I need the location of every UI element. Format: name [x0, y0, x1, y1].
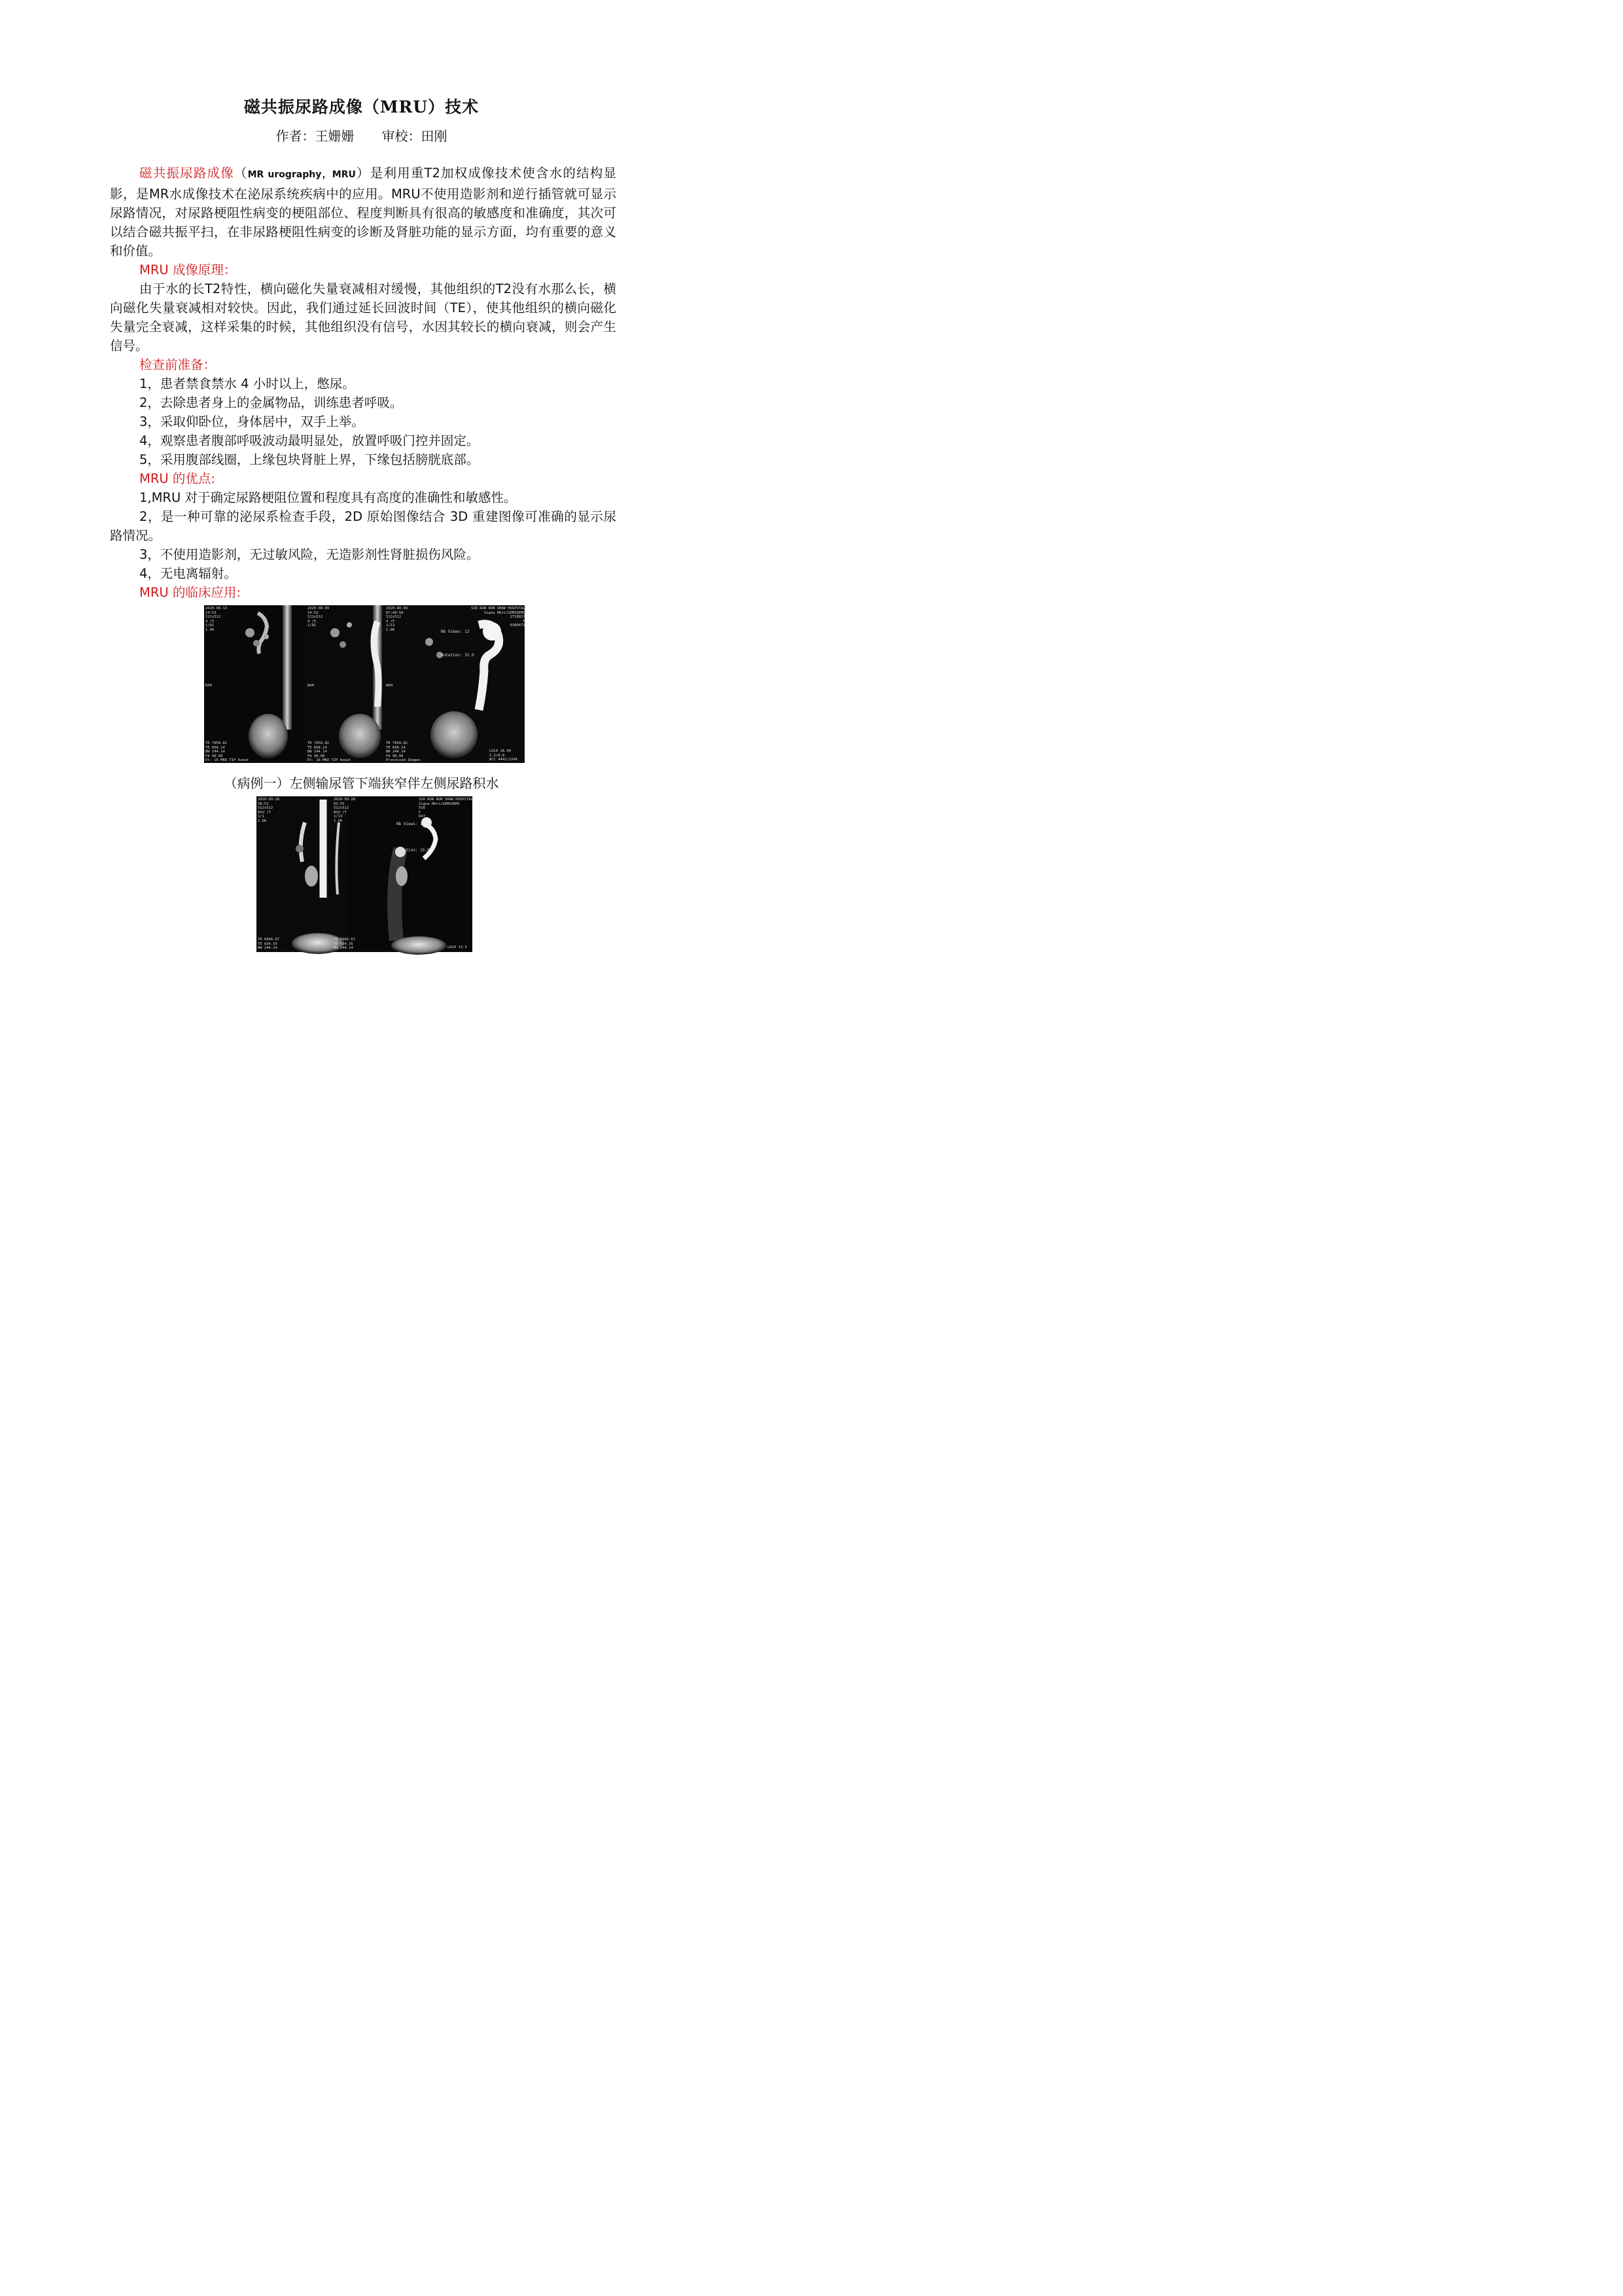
overlay-text: LUCA 13.5 [447, 945, 467, 949]
intro-paren-open: （ [234, 166, 248, 181]
intro-text: 是利用重T2加权成像技术使含水的结构显影，是MR水成像技术在泌尿系统疾病中的应用。MRU不使用造影剂和逆行插管就可显示尿路情况，对尿路梗阻性病变的梗阻部位、程度判断具有很高的敏感度和准确度，其次可以结合磁共振平扫，在非尿路梗阻性病变的诊断及肾脏功能的显示方面，均有重要的意义和价值。 [110, 166, 616, 258]
overlay-text: 2020-09-28 58:51 512x512 85U /T 1/1 1.00 [258, 798, 280, 823]
overlay-text: TR 6666.67 TE 834.35 BW 244.14 [258, 938, 280, 950]
overlay-text: RAH [307, 684, 314, 688]
reviewer: 审校：田刚 [381, 128, 447, 144]
intro-paren-close: ） [355, 166, 370, 181]
overlay-text: TR 6666.67 TE 834.35 BW 244.14 [334, 938, 356, 950]
preparation-item: 1，患者禁食禁水 4 小时以上，憋尿。 [139, 376, 355, 391]
overlay-text: TR 7058.82 TE 668.14 BW 244.14 FA 90.00 Et: 16 MRU TIP Axeat [307, 741, 351, 762]
advantage-item: 4，无电离辐射。 [139, 566, 237, 581]
principle-heading: MRU 成像原理： [139, 262, 237, 277]
mru-image-case1 [204, 605, 525, 763]
document-page [0, 0, 723, 1023]
mru-image-case2 [256, 796, 472, 952]
intro-term: 磁共振尿路成像 [139, 166, 234, 181]
overlay-text: Rotation: 15.0 [396, 848, 430, 853]
overlay-text: RAH [205, 684, 212, 688]
mru-figure-case1 [204, 605, 525, 763]
mru-figure-case2 [256, 796, 472, 952]
figure1-caption: （病例一）左侧输尿管下端狭窄伴左侧尿路积水 [224, 775, 499, 791]
advantage-item: 2，是一种可靠的泌尿系检查手段，2D 原始图像结合 3D 重建图像可准确的显示尿路情况。 [110, 509, 616, 543]
author: 作者：王姗姗 [275, 128, 355, 144]
overlay-text: Nb Views: 12 [441, 629, 470, 634]
advantage-item: 3，不使用造影剂，无过敏风险，无造影剂性肾脏损伤风险。 [139, 547, 480, 562]
intro-paragraph [110, 164, 616, 260]
advantage-item: 1,MRU 对于确定尿路梗阻位置和程度具有高度的准确性和敏感性。 [139, 490, 517, 505]
preparation-item: 4，观察患者腹部呼吸波动最明显处，放置呼吸门控并固定。 [139, 433, 480, 448]
document-body [110, 164, 616, 602]
document-title: 磁共振尿路成像（MRU）技术 [243, 97, 480, 116]
overlay-text: 2020-08-09 07:40:58 512x512 4 /5 1/13 1.00 [386, 607, 408, 632]
overlay-text: Nb Views: 12 [396, 822, 425, 826]
intro-en-term: MR urography，MRU [247, 169, 356, 180]
overlay-text: 2020-08-13 14:53 512x512 4 /5 1/81 1.00 [205, 607, 228, 632]
clinical-heading: MRU 的临床应用: [139, 585, 241, 600]
authors-line [0, 126, 723, 145]
preparation-heading: 检查前准备： [139, 357, 217, 372]
overlay-text: Rotation: 15.0 [441, 653, 474, 658]
overlay-text: 2020-09-28 03:55 512x512 85U /T 1/13 1.00 [334, 798, 356, 823]
overlay-text: 2020-08-09 14:53 512x512 4 /5 1/81 [307, 607, 330, 627]
preparation-item: 5，采用腹部线圈，上缘包块肾脏上界，下缘包括膀胱底部。 [139, 452, 480, 467]
overlay-text: SIR RUN RUN SHAW HOSPITAL Signa HDxt/GEMSOEMC 5S8 F 647 [419, 798, 473, 819]
overlay-text: TR 7058.82 TE 668.14 BW 244.14 FA 90.00 Et: 16 MRU TIP Axeat [205, 741, 249, 762]
principle-paragraph: 由于水的长T2特性，横向磁化失量衰减相对缓慢，其他组织的T2没有水那么长，横向磁化失量衰减相对较快。因此，我们通过延长回波时间（TE），使其他组织的横向磁化失量完全衰减，这样采集的时候，其他组织没有信号，水因其较长的横向衰减，则会产生信号。 [110, 281, 616, 353]
overlay-text: LUCA 16.04 2.2/0.8 W/C 4442/2246 [489, 749, 518, 762]
overlay-text: SIR RUN RUN SHAW HOSPITAL Signa HDxt/GEMSOEMC 2718817 F 6300679 [471, 607, 525, 627]
advantages-heading: MRU 的优点: [139, 471, 215, 486]
overlay-text: RAH [386, 684, 393, 688]
preparation-item: 3，采取仰卧位，身体居中，双手上举。 [139, 414, 364, 429]
preparation-item: 2，去除患者身上的金属物品，训练患者呼吸。 [139, 395, 403, 410]
overlay-text: TR 7058.82 TE 668.14 BW 244.14 FA 90.00 Processed Images [386, 741, 421, 762]
